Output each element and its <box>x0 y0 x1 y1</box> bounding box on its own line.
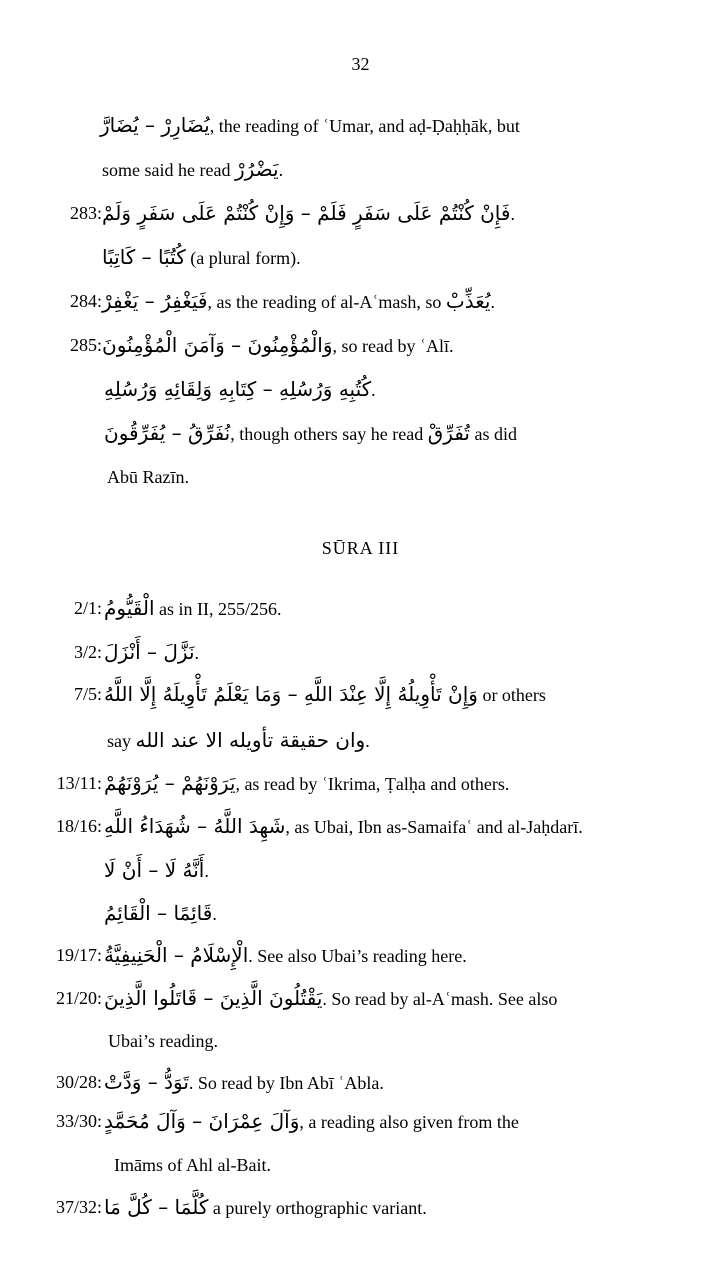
arabic-text: يَرَوْنَهُمْ – يُرَوْنَهُمْ <box>104 771 236 795</box>
text-line: وَآلَ عِمْرَانَ – وَآلَ مُحَمَّدٍ, a reading also given from the <box>104 1101 519 1141</box>
arabic-text: وَالْمُؤْمِنُونَ – وَآمَنَ الْمُؤْمِنُونَ <box>102 333 333 357</box>
text-line: الْإِسْلَامُ – الْحَنِيفِيَّةُ. See also Ubai’s reading here. <box>104 935 467 975</box>
verse-reference: 283: <box>69 203 102 223</box>
text-line: كُتُبًا – كَاتِبًا (a plural form). <box>102 237 301 277</box>
arabic-text: يُضَارِرْ – يُضَارَّ <box>100 113 210 137</box>
arabic-text: كُتُبِهِ وَرُسُلِهِ – كِتَابِهِ وَلِقَائِهِ وَرُسُلِهِ <box>104 377 372 401</box>
arabic-text: وَآلَ عِمْرَانَ – وَآلَ مُحَمَّدٍ <box>104 1109 300 1133</box>
arabic-text: فَيَغْفِرُ – يَغْفِرْ <box>102 289 208 313</box>
arabic-text: قَائِمًا – الْقَائِمُ <box>104 901 213 925</box>
arabic-text: فَإِنْ كُنْتُمْ عَلَى سَفَرٍ فَلَمْ – وَإِنْ كُنْتُمْ عَلَى سَفَرٍ وَلَمْ <box>102 201 511 225</box>
verse-reference: 37/32: <box>55 1197 102 1217</box>
arabic-text: تُفَرِّقْ <box>427 421 470 445</box>
verse-reference: 284: <box>69 291 102 311</box>
text-line: say وان حقيقة تأويله الا عند الله. <box>107 720 370 760</box>
arabic-text: نُفَرِّقُ – يُفَرِّقُونَ <box>104 421 231 445</box>
arabic-text: كُلَّمَا – كُلَّ مَا <box>104 1195 209 1219</box>
text-line: قَائِمًا – الْقَائِمُ. <box>104 893 217 933</box>
text-line: Ubai’s reading. <box>108 1031 218 1051</box>
page-number: 32 <box>351 54 370 74</box>
verse-reference: 13/11: <box>56 773 102 793</box>
verse-reference: 7/5: <box>73 684 102 704</box>
arabic-text: وان حقيقة تأويله الا عند الله <box>135 728 366 752</box>
arabic-text: نَزَّلَ – أَنْزَلَ <box>104 640 195 664</box>
text-line: Imāms of Ahl al-Bait. <box>114 1155 271 1175</box>
text-line: some said he read يَضْرُرْ. <box>102 149 283 189</box>
text-line: وَالْمُؤْمِنُونَ – وَآمَنَ الْمُؤْمِنُونَ, so read by ʿAlī. <box>102 325 454 365</box>
text-line: نُفَرِّقُ – يُفَرِّقُونَ, though others say he read تُفَرِّقْ as did <box>104 413 517 453</box>
verse-reference: 30/28: <box>55 1072 102 1092</box>
text-line: فَيَغْفِرُ – يَغْفِرْ, as the reading of al-Aʿmash, so يُعَذِّبْ. <box>102 281 495 321</box>
arabic-text: يَقْتُلُونَ الَّذِينَ – قَاتَلُوا الَّذِينَ <box>104 986 323 1010</box>
translation-text: some said he read <box>102 160 235 180</box>
text-line: فَإِنْ كُنْتُمْ عَلَى سَفَرٍ فَلَمْ – وَإِنْ كُنْتُمْ عَلَى سَفَرٍ وَلَمْ. <box>102 193 515 233</box>
verse-reference: 21/20: <box>55 988 102 1008</box>
text-line: وَإِنْ تَأْوِيلُهُ إِلَّا عِنْدَ اللَّهِ – وَمَا يَعْلَمُ تَأْوِيلَهُ إِلَّا اللَّهُ or others <box>104 674 546 714</box>
text-line: يَرَوْنَهُمْ – يُرَوْنَهُمْ, as read by ʿIkrima, Ṭalḥa and others. <box>104 763 509 803</box>
arabic-text: يُعَذِّبْ <box>445 289 491 313</box>
verse-reference: 2/1: <box>73 598 102 618</box>
arabic-text: كُتُبًا – كَاتِبًا <box>102 245 186 269</box>
text-line: نَزَّلَ – أَنْزَلَ. <box>104 632 199 672</box>
text-line: Abū Razīn. <box>107 467 189 487</box>
text-line: أَنَّهُ لَا – أَنْ لَا. <box>104 850 209 890</box>
arabic-text: شَهِدَ اللَّهُ – شُهَدَاءُ اللَّهِ <box>104 814 286 838</box>
verse-reference: 19/17: <box>55 945 102 965</box>
verse-reference: 33/30: <box>55 1111 102 1131</box>
arabic-text: أَنَّهُ لَا – أَنْ لَا <box>104 858 205 882</box>
text-line: شَهِدَ اللَّهُ – شُهَدَاءُ اللَّهِ, as Ubai, Ibn as-Samaifaʿ and al-Jaḥdarī. <box>104 806 583 846</box>
text-line: تَوَدُّ – وَدَّتْ. So read by Ibn Abī ʿAbla. <box>104 1062 384 1102</box>
arabic-text: الْقَيُّومُ <box>104 596 155 620</box>
arabic-text: وَإِنْ تَأْوِيلُهُ إِلَّا عِنْدَ اللَّهِ – وَمَا يَعْلَمُ تَأْوِيلَهُ إِلَّا اللَّهُ <box>104 682 478 706</box>
verse-reference: 3/2: <box>73 642 102 662</box>
translation-text: , the reading of ʿUmar, and aḍ-Ḍaḥḥāk, but <box>209 116 520 136</box>
text-line: يَقْتُلُونَ الَّذِينَ – قَاتَلُوا الَّذِينَ. So read by al-Aʿmash. See also <box>104 978 557 1018</box>
arabic-text: يَضْرُرْ <box>234 157 279 181</box>
sura-heading: SŪRA III <box>321 538 400 558</box>
arabic-text: تَوَدُّ – وَدَّتْ <box>104 1070 189 1094</box>
text-line: الْقَيُّومُ as in II, 255/256. <box>104 588 282 628</box>
verse-reference: 18/16: <box>55 816 102 836</box>
text-line: كُتُبِهِ وَرُسُلِهِ – كِتَابِهِ وَلِقَائِهِ وَرُسُلِهِ. <box>104 369 376 409</box>
verse-reference: 285: <box>69 335 102 355</box>
text-line: كُلَّمَا – كُلَّ مَا a purely orthographic variant. <box>104 1187 427 1227</box>
arabic-text: الْإِسْلَامُ – الْحَنِيفِيَّةُ <box>104 943 249 967</box>
text-line <box>100 105 520 145</box>
